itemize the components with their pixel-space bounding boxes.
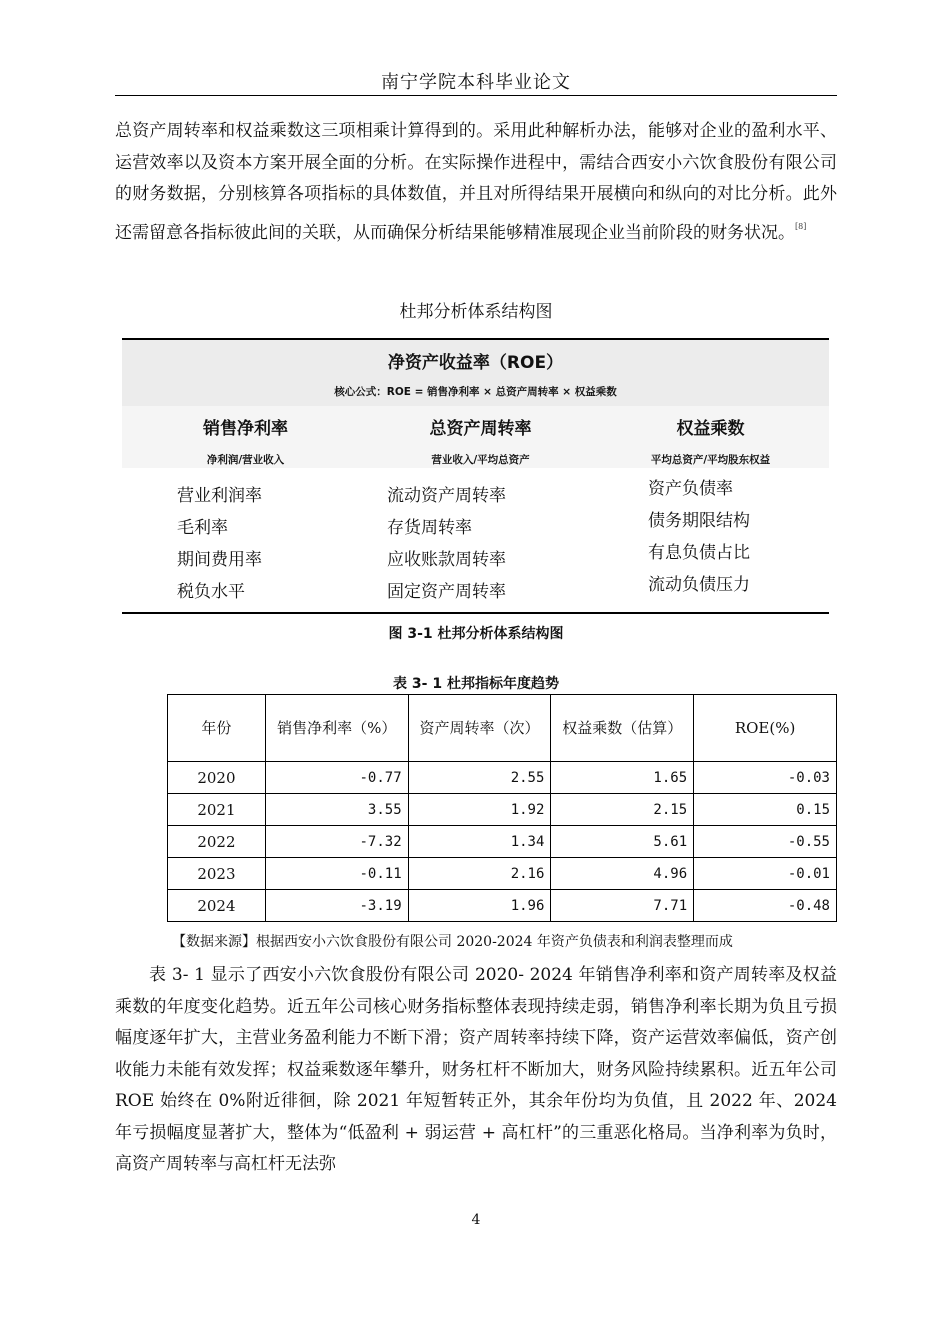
- roe-title: 净资产收益率（ROE）: [387, 353, 564, 373]
- net-margin-drivers: [177, 480, 262, 608]
- equity-multiplier-drivers: [648, 473, 750, 601]
- cell-net-margin: -0.11: [265, 858, 408, 890]
- table-title: 表 3- 1 杜邦指标年度趋势: [393, 676, 559, 692]
- cell-year: 2023: [168, 858, 266, 890]
- driver-item: 有息负债占比: [648, 543, 750, 563]
- table-row: [168, 826, 837, 858]
- figure-top-rule: [122, 338, 829, 340]
- cell-year: 2022: [168, 826, 266, 858]
- header-roe: ROE(%): [694, 695, 837, 762]
- cell-equity-multiplier: 2.15: [551, 794, 694, 826]
- asset-turnover-title: 总资产周转率: [429, 419, 532, 439]
- figure-title: 杜邦分析体系结构图: [399, 302, 553, 322]
- equity-multiplier-formula: 平均总资产/平均股东权益: [650, 454, 771, 466]
- driver-item: 应收账款周转率: [387, 550, 506, 570]
- page-number: 4: [471, 1212, 481, 1228]
- figure-bottom-rule: [122, 612, 829, 614]
- cell-equity-multiplier: 4.96: [551, 858, 694, 890]
- cell-net-margin: -7.32: [265, 826, 408, 858]
- table-row: [168, 890, 837, 922]
- cell-roe: -0.03: [694, 762, 837, 794]
- dupont-figure: [122, 338, 829, 614]
- cell-roe: -0.48: [694, 890, 837, 922]
- analysis-paragraph: [115, 960, 837, 1181]
- driver-item: 存货周转率: [387, 518, 472, 538]
- dupont-trend-table: [167, 694, 837, 922]
- net-margin-formula: 净利润/营业收入: [206, 454, 285, 466]
- cell-asset-turnover: 1.92: [408, 794, 551, 826]
- net-margin-title: 销售净利率: [203, 419, 288, 439]
- header-year: 年份: [168, 695, 266, 762]
- roe-formula: 核心公式：ROE = 销售净利率 × 总资产周转率 × 权益乘数: [334, 386, 617, 398]
- cell-year: 2021: [168, 794, 266, 826]
- cell-equity-multiplier: 5.61: [551, 826, 694, 858]
- cell-roe: -0.55: [694, 826, 837, 858]
- driver-item: 税负水平: [177, 582, 245, 602]
- driver-item: 债务期限结构: [648, 511, 750, 531]
- table-row: [168, 762, 837, 794]
- driver-item: 营业利润率: [177, 486, 262, 506]
- driver-item: 流动资产周转率: [387, 486, 506, 506]
- intro-paragraph: [115, 116, 837, 249]
- cell-equity-multiplier: 1.65: [551, 762, 694, 794]
- reference-mark[interactable]: [8]: [795, 221, 807, 231]
- table-row: [168, 858, 837, 890]
- cell-net-margin: -0.77: [265, 762, 408, 794]
- header-asset-turnover: 资产周转率（次）: [408, 695, 551, 762]
- driver-item: 固定资产周转率: [387, 582, 506, 602]
- figure-caption: 图 3-1 杜邦分析体系结构图: [388, 626, 564, 642]
- intro-text: 总资产周转率和权益乘数这三项相乘计算得到的。采用此种解析办法，能够对企业的盈利水平、运营效率以及资本方案开展全面的分析。在实际操作进程中，需结合西安小六饮食股份有限公司的财务数据，分别核算各项指标的具体数值，并且对所得结果开展横向和纵向的对比分析。此外还需留意各指标彼此间的关联，从而确保分析结果能够精准展现企业当前阶段的财务状况。: [115, 121, 837, 243]
- driver-item: 资产负债率: [648, 479, 733, 499]
- cell-roe: -0.01: [694, 858, 837, 890]
- cell-net-margin: 3.55: [265, 794, 408, 826]
- driver-item: 流动负债压力: [648, 575, 750, 595]
- driver-item: 期间费用率: [177, 550, 262, 570]
- equity-multiplier-title: 权益乘数: [676, 419, 745, 439]
- header-net-margin: 销售净利率（%）: [265, 695, 408, 762]
- header-rule: [115, 95, 837, 96]
- driver-item: 毛利率: [177, 518, 228, 538]
- cell-roe: 0.15: [694, 794, 837, 826]
- asset-turnover-formula: 营业收入/平均总资产: [431, 454, 530, 466]
- table-header-row: [168, 695, 837, 762]
- cell-asset-turnover: 1.96: [408, 890, 551, 922]
- data-source-note: 【数据来源】根据西安小六饮食股份有限公司 2020-2024 年资产负债表和利润表整理而成: [172, 934, 733, 950]
- cell-equity-multiplier: 7.71: [551, 890, 694, 922]
- cell-year: 2024: [168, 890, 266, 922]
- cell-asset-turnover: 2.55: [408, 762, 551, 794]
- cell-net-margin: -3.19: [265, 890, 408, 922]
- table-row: [168, 794, 837, 826]
- header-equity-multiplier: 权益乘数（估算）: [551, 695, 694, 762]
- cell-year: 2020: [168, 762, 266, 794]
- cell-asset-turnover: 1.34: [408, 826, 551, 858]
- page-header-title: 南宁学院本科毕业论文: [381, 72, 571, 93]
- asset-turnover-drivers: [387, 480, 506, 608]
- analysis-text: 表 3- 1 显示了西安小六饮食股份有限公司 2020- 2024 年销售净利率和资产周转率及权益乘数的年度变化趋势。近五年公司核心财务指标整体表现持续走弱，销售净利率长期为负且亏损幅度逐年扩大，主营业务盈利能力不断下滑；资产周转率持续下降，资产运营效率偏低，资产创收能力未能有效发挥；权益乘数逐年攀升，财务杠杆不断加大，财务风险持续累积。近五年公司 ROE 始终在 0%附近徘徊，除 2021 年短暂转正外，其余年份均为负值，且 2022 年、2024 年亏损幅度显著扩大，整体为“低盈利 + 弱运营 + 高杠杆”的三重恶化格局。当净利率为负时，高资产周转率与高杠杆无法弥: [115, 965, 837, 1174]
- cell-asset-turnover: 2.16: [408, 858, 551, 890]
